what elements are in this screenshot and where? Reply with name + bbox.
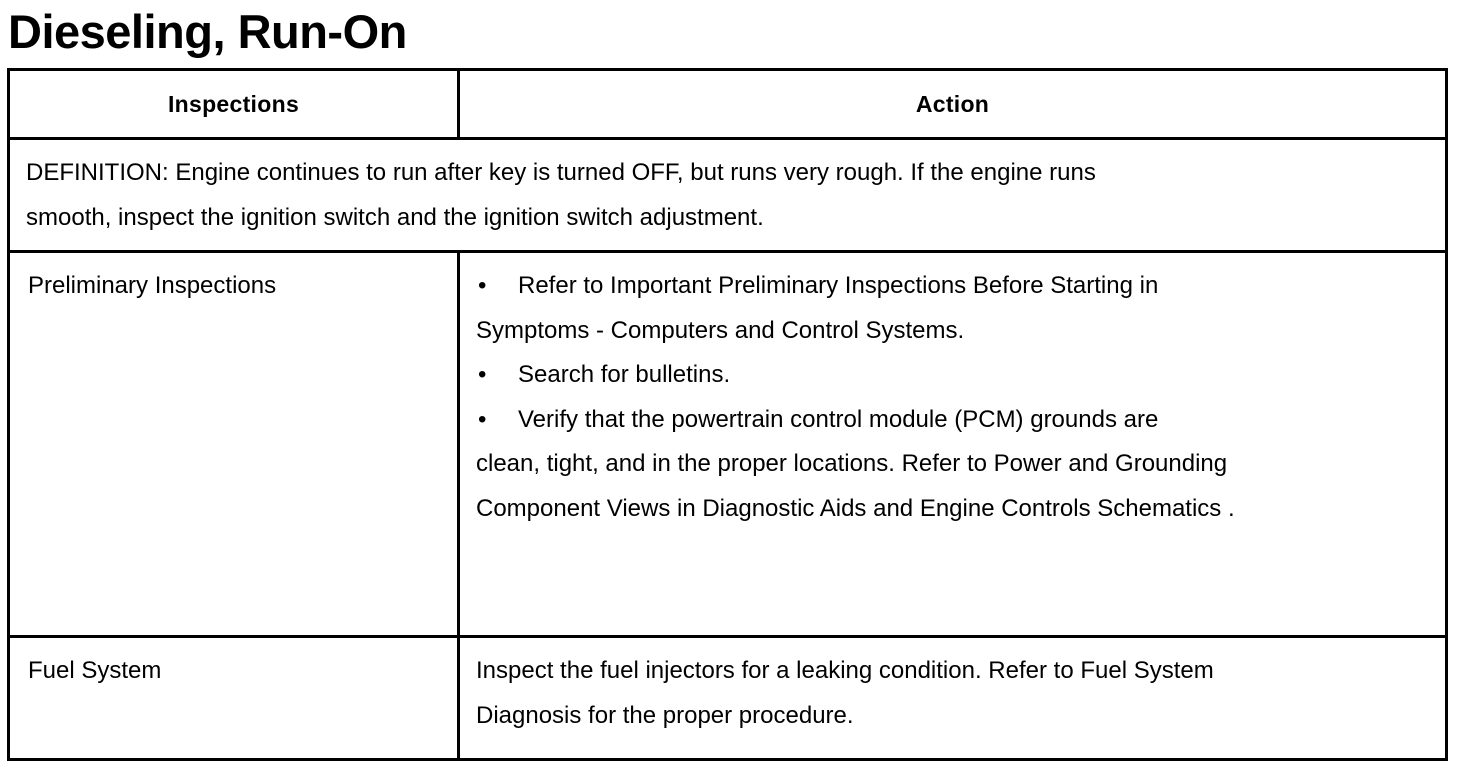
definition-line: smooth, inspect the ignition switch and the ignition switch adjustment.: [26, 203, 764, 231]
bullet-item: [476, 264, 1405, 309]
bullet-icon: •: [478, 405, 487, 433]
action-cell: [459, 252, 1447, 637]
bullet-continuation: Component Views in Diagnostic Aids and Engine Controls Schematics .: [476, 494, 1235, 522]
table-row: [9, 252, 1447, 637]
action-column-header: Action: [459, 70, 1447, 139]
definition-line: DEFINITION: Engine continues to run after key is turned OFF, but runs very rough. If the engine runs: [26, 159, 1096, 186]
bullet-icon: •: [478, 361, 487, 388]
bullet-text: Verify that the powertrain control module (PCM) grounds are: [518, 405, 1159, 433]
action-line: Inspect the fuel injectors for a leaking condition. Refer to Fuel System: [476, 657, 1214, 684]
bullet-text: Refer to Important Preliminary Inspections Before Starting in: [518, 272, 1159, 299]
definition-text: [10, 140, 1445, 250]
definition-cell: [9, 139, 1447, 252]
definition-row: [9, 139, 1447, 252]
inspection-cell: [9, 252, 459, 637]
bullet-icon: •: [478, 272, 487, 299]
bullet-continuation: clean, tight, and in the proper locations. Refer to Power and Grounding: [476, 450, 1228, 477]
diagnosis-table: [7, 68, 1448, 761]
bullet-continuation: Symptoms - Computers and Control Systems.: [476, 316, 965, 344]
action-text: [460, 638, 1445, 738]
bullet-item: [476, 398, 1405, 443]
page-title: Dieseling, Run-On: [8, 5, 407, 58]
table-row: [9, 637, 1447, 760]
inspections-column-header: Inspections: [9, 70, 459, 139]
inspection-label: Preliminary Inspections: [28, 272, 277, 299]
bullet-item: [476, 353, 1405, 398]
action-text: [460, 253, 1445, 531]
action-cell: [459, 637, 1447, 760]
table-header-row: [9, 70, 1447, 139]
action-line: Diagnosis for the proper procedure.: [476, 701, 854, 729]
inspection-label: Fuel System: [28, 657, 162, 684]
bullet-text: Search for bulletins.: [518, 361, 731, 388]
inspection-cell: [9, 637, 459, 760]
